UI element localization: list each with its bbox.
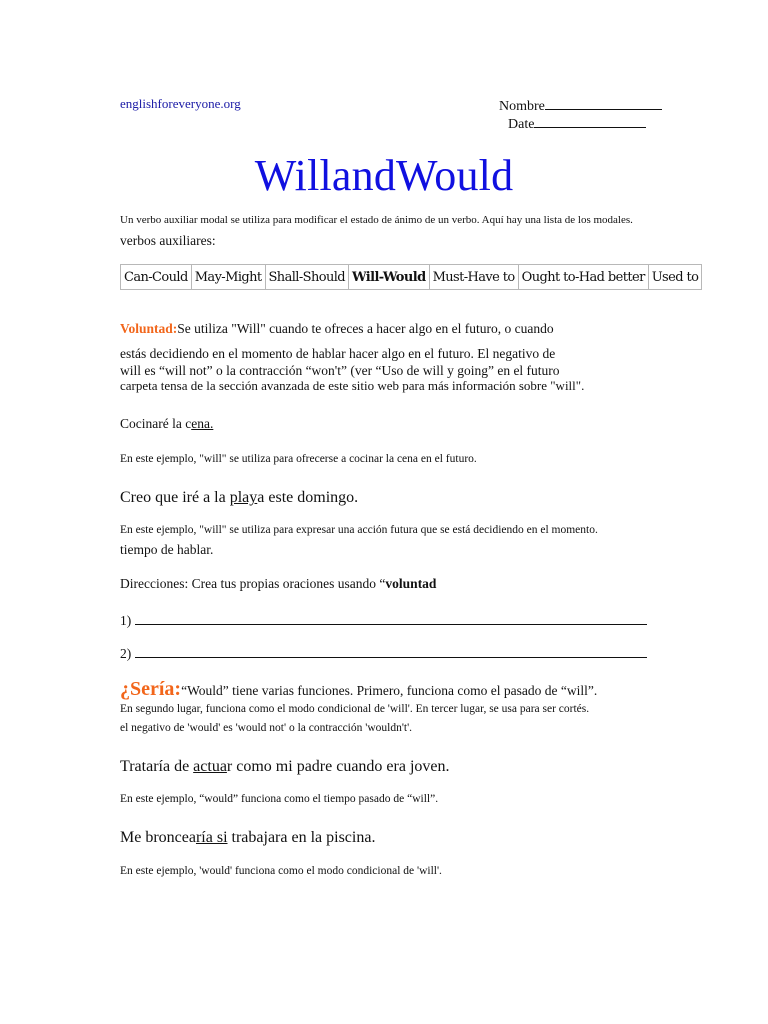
answer-blank-2[interactable]	[135, 645, 647, 658]
will-line-3: will es “will not” o la contracción “won't” (ver “Uso de will y going” en el futuro	[120, 363, 560, 378]
site-link[interactable]: englishforeveryone.org	[120, 96, 241, 111]
example-2-sentence	[120, 489, 358, 507]
will-line-1	[120, 321, 554, 337]
modals-row	[121, 265, 702, 290]
example-1-note: En este ejemplo, "will" se utiliza para ofrecerse a cocinar la cena en el futuro.	[120, 453, 477, 465]
name-field[interactable]	[499, 97, 662, 115]
date-blank-line[interactable]	[534, 115, 646, 128]
modal-cell: May-Might	[191, 265, 265, 290]
directions	[120, 576, 436, 592]
would-text-1: “Would” tiene varias funciones. Primero, funciona como el pasado de “will”.	[181, 683, 598, 698]
answer-number-1: 1)	[120, 613, 132, 628]
example-4-text: Me broncea	[120, 829, 196, 846]
would-heading: ¿Sería:	[120, 678, 182, 700]
example-3-underlined: actua	[193, 758, 227, 775]
modal-cell: Can-Could	[121, 265, 192, 290]
answer-number-2: 2)	[120, 646, 132, 661]
name-label: Nombre	[499, 99, 545, 114]
modal-cell: Shall-Should	[265, 265, 349, 290]
answer-blank-1[interactable]	[135, 612, 647, 625]
will-line-4: carpeta tensa de la sección avanzada de este sitio web para más información sobre "will".	[120, 378, 585, 393]
answer-line-1[interactable]	[120, 612, 647, 629]
modals-table	[120, 264, 702, 290]
date-field[interactable]	[508, 115, 646, 133]
example-4-note: En este ejemplo, 'would' funciona como el modo condicional de 'will'.	[120, 865, 442, 877]
will-text-1: Se utiliza "Will" cuando te ofreces a hacer algo en el futuro, o cuando	[177, 321, 554, 336]
modal-cell: Ought to-Had better	[518, 265, 648, 290]
example-4-underlined: ría si	[195, 829, 228, 846]
example-3-sentence	[120, 758, 450, 776]
modal-cell: Will-Would	[349, 265, 430, 290]
example-1-text: Cocinaré la c	[120, 416, 192, 431]
will-line-2: estás decidiendo en el momento de hablar hacer algo en el futuro. El negativo de	[120, 346, 556, 361]
example-1-sentence	[120, 416, 213, 432]
example-1-underlined: ena.	[191, 416, 214, 431]
example-3-text: Trataría de	[120, 758, 194, 775]
example-2-note-1: En este ejemplo, "will" se utiliza para expresar una acción futura que se está decidiendo en el momento.	[120, 524, 598, 536]
date-label: Date	[508, 117, 535, 132]
name-blank-line[interactable]	[545, 97, 662, 110]
example-3-text-end: r como mi padre cuando era joven.	[226, 758, 450, 775]
example-2-note-2: tiempo de hablar.	[120, 542, 214, 557]
directions-bold: voluntad	[385, 576, 437, 591]
would-line-2: En segundo lugar, funciona como el modo condicional de 'will'. En tercer lugar, se usa para ser cortés.	[120, 703, 590, 715]
modal-cell: Used to	[648, 265, 702, 290]
intro-line-2: verbos auxiliares:	[120, 233, 216, 248]
would-line-3: el negativo de 'would' es 'would not' o la contracción 'wouldn't'.	[120, 722, 413, 734]
example-2-text: Creo que iré a la	[120, 489, 230, 506]
example-4-text-end: trabajara en la piscina.	[227, 829, 376, 846]
answer-line-2[interactable]	[120, 645, 647, 662]
example-4-sentence	[120, 829, 375, 847]
directions-text: Direcciones: Crea tus propias oraciones usando “	[120, 576, 386, 591]
example-2-underlined: play	[229, 489, 258, 506]
will-heading: Voluntad:	[120, 321, 178, 336]
intro-line-1: Un verbo auxiliar modal se utiliza para modificar el estado de ánimo de un verbo. Aquí hay una lista de los modales.	[120, 214, 633, 226]
example-3-note: En este ejemplo, “would” funciona como el tiempo pasado de “will”.	[120, 793, 439, 805]
example-2-text-end: a este domingo.	[257, 489, 359, 506]
modal-cell: Must-Have to	[429, 265, 518, 290]
would-line-1	[120, 678, 597, 701]
page-title: WillandWould	[254, 151, 514, 200]
